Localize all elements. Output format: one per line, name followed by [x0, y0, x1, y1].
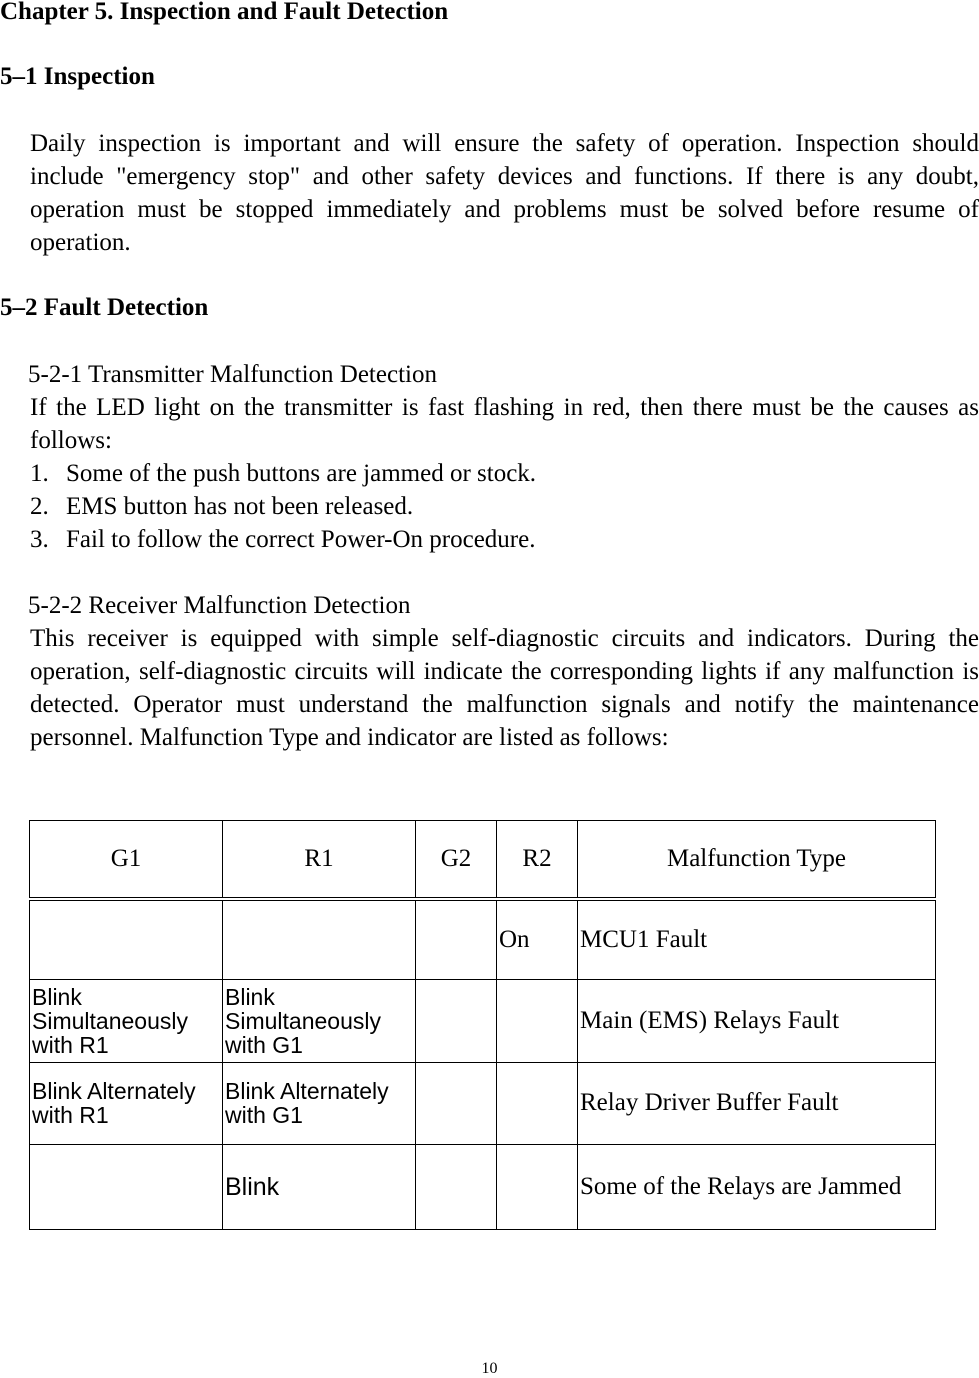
cell-g1: Blink Simultaneously with R1 [30, 979, 223, 1062]
column-header-r1: R1 [223, 821, 416, 900]
cell-malfunction-type: Relay Driver Buffer Fault [578, 1062, 936, 1144]
column-header-r2: R2 [497, 821, 578, 900]
section-heading-inspection: 5–1 Inspection [0, 63, 155, 90]
list-item-text: Fail to follow the correct Power-On procedure. [66, 526, 536, 553]
column-header-g2: G2 [416, 821, 497, 900]
cell-r2: On [497, 899, 578, 979]
table-row [30, 1062, 936, 1144]
cell-g2 [416, 1144, 497, 1229]
page-number: 10 [481, 1360, 498, 1377]
receiver-paragraph: This receiver is equipped with simple self-diagnostic circuits and indicators. During the operation, self-diagnostic circuits will indicate the corresponding lights if any malfunction is detected. Operator must understand the malfunction signals and notify the maintenance personnel. Malfunction Type and indicator are listed as follows: [30, 625, 979, 751]
cell-g2 [416, 899, 497, 979]
cell-r1: Blink [223, 1144, 416, 1229]
cell-malfunction-type: MCU1 Fault [578, 899, 936, 979]
cell-g1 [30, 899, 223, 979]
list-item-number: 3. [30, 526, 49, 553]
cell-malfunction-type: Main (EMS) Relays Fault [578, 979, 936, 1062]
list-item-number: 2. [30, 493, 49, 520]
column-header-malfunction-type: Malfunction Type [578, 821, 936, 900]
list-item-number: 1. [30, 460, 49, 487]
subsection-title-transmitter: 5-2-1 Transmitter Malfunction Detection [28, 361, 437, 388]
cell-r2 [497, 1144, 578, 1229]
list-item [30, 490, 413, 523]
cell-malfunction-type: Some of the Relays are Jammed [578, 1144, 936, 1229]
list-item-text: Some of the push buttons are jammed or stock. [66, 460, 537, 487]
cell-g1: Blink Alternately with R1 [30, 1062, 223, 1144]
cell-r1: Blink Alternately with G1 [223, 1062, 416, 1144]
column-header-g1: G1 [30, 821, 223, 900]
cell-g2 [416, 1062, 497, 1144]
table-header-row [30, 821, 936, 900]
list-item-text: EMS button has not been released. [66, 493, 414, 520]
cell-r1 [223, 899, 416, 979]
cell-g1 [30, 1144, 223, 1229]
table-row [30, 979, 936, 1062]
list-item [30, 523, 535, 556]
section-heading-fault-detection: 5–2 Fault Detection [0, 294, 209, 321]
subsection-title-receiver: 5-2-2 Receiver Malfunction Detection [28, 592, 411, 619]
chapter-title: Chapter 5. Inspection and Fault Detection [0, 0, 449, 25]
list-item [30, 457, 536, 490]
inspection-paragraph: Daily inspection is important and will ensure the safety of operation. Inspection should include "emergency stop" and other safety devices and functions. If there is any doubt, operation must be stopped immediately and problems must be solved before resume of operation. [30, 130, 979, 256]
transmitter-intro-paragraph: If the LED light on the transmitter is fast flashing in red, then there must be the causes as follows: [30, 394, 979, 454]
table-row [30, 1144, 936, 1229]
cell-r2 [497, 979, 578, 1062]
cell-g2 [416, 979, 497, 1062]
malfunction-table [29, 820, 936, 1230]
cell-r1: Blink Simultaneously with G1 [223, 979, 416, 1062]
cell-r2 [497, 1062, 578, 1144]
table-row [30, 899, 936, 979]
